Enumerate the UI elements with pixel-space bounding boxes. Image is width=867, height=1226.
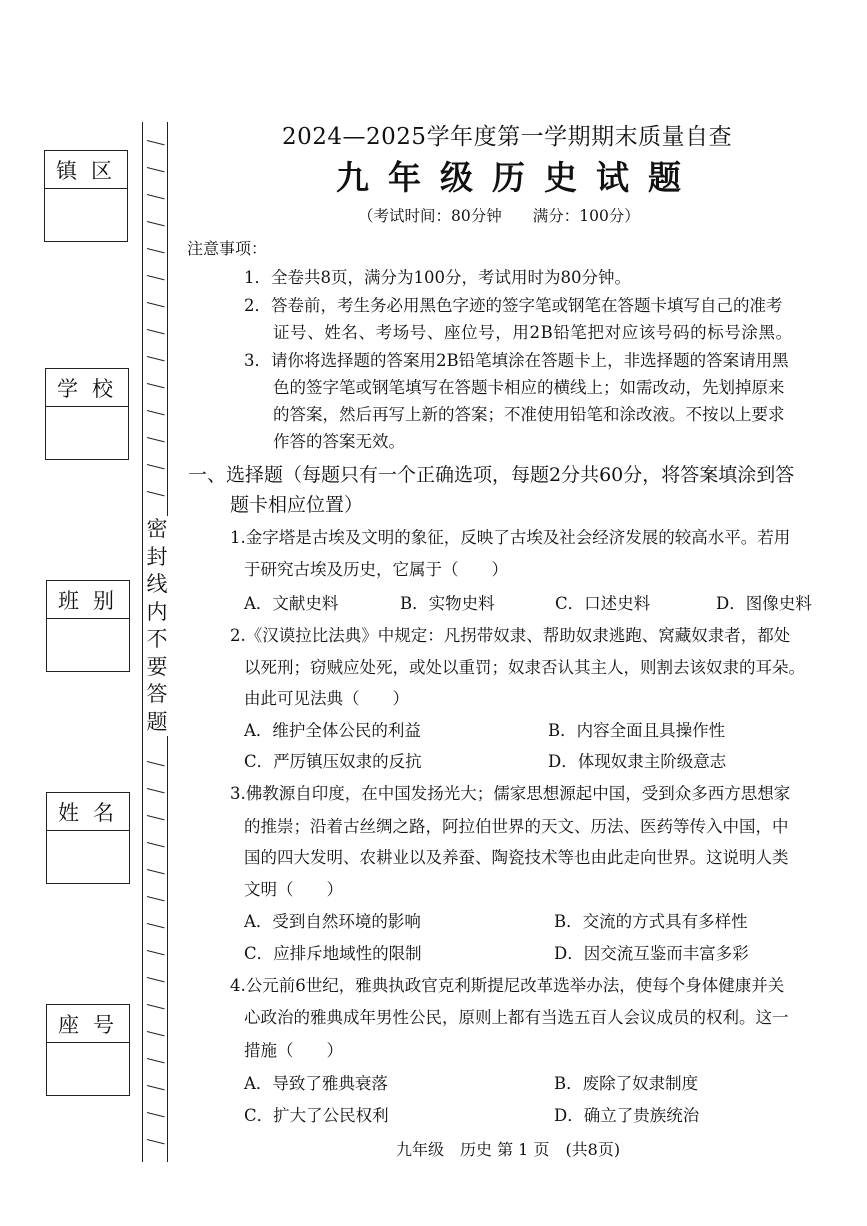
question-3-option-b[interactable]: B．交流的方式具有多样性 [554, 912, 748, 931]
name-label: 姓名 [47, 793, 129, 831]
district-label: 镇区 [45, 151, 127, 189]
notice-line: 证号、姓名、考场号、座位号，用2B铅笔把对应该号码的标号涂黑。 [273, 323, 793, 342]
district-box [44, 150, 128, 242]
seal-dash [147, 491, 165, 496]
seal-char: 不 [146, 627, 168, 651]
question-4-option-d[interactable]: D．确立了贵族统治 [554, 1106, 700, 1125]
seal-dash [147, 950, 165, 955]
notice-line: 作答的答案无效。 [273, 432, 405, 451]
seal-dash [147, 1112, 165, 1117]
notice-heading: 注意事项： [187, 239, 268, 258]
seal-dash [147, 221, 165, 226]
question-4-text: 心政治的雅典成年男性公民，原则上都有当选五百人会议成员的权利。这一 [244, 1008, 789, 1027]
seal-dash [147, 977, 165, 982]
page-footer: 九年级 历史 第 1 页 (共8页) [396, 1140, 621, 1159]
name-box [46, 792, 130, 884]
class-label: 班别 [47, 581, 129, 619]
seal-dash [147, 1031, 165, 1036]
seat-label: 座号 [47, 1005, 129, 1043]
question-2-option-b[interactable]: B．内容全面且具操作性 [548, 721, 726, 740]
seal-dash [147, 194, 165, 199]
question-1-option-c[interactable]: C．口述史料 [555, 594, 651, 613]
school-box [45, 368, 129, 460]
question-3-text: 国的四大发明、农耕业以及养蚕、陶瓷技术等也由此走向世界。这说明人类 [244, 848, 789, 867]
seal-dash [147, 167, 165, 172]
question-1-text: 1.金字塔是古埃及文明的象征，反映了古埃及社会经济发展的较高水平。若用 [230, 528, 791, 547]
seal-char: 内 [146, 599, 168, 624]
notice-line: 的答案，然后再写上新的答案；不准使用铅笔和涂改液。不按以上要求 [273, 405, 785, 424]
seal-char: 线 [146, 572, 168, 596]
notice-line: 2．答卷前，考生务必用黑色字迹的签字笔或钢笔在答题卡填写自己的准考 [244, 296, 783, 315]
seal-char: 题 [146, 709, 168, 734]
seal-dash [147, 842, 165, 847]
seal-dash [147, 356, 165, 361]
seal-dash [147, 788, 165, 793]
question-1-option-d[interactable]: D．图像史料 [716, 594, 812, 613]
seal-char: 封 [146, 544, 168, 569]
seal-dash [147, 815, 165, 820]
question-2-option-d[interactable]: D．体现奴隶主阶级意志 [548, 752, 727, 771]
question-3-text: 文明（ ） [244, 880, 343, 899]
seal-dash [147, 437, 165, 442]
question-1-option-b[interactable]: B．实物史料 [400, 594, 495, 613]
seal-line-left [142, 122, 143, 1162]
seal-dash [147, 140, 165, 145]
notice-line: 色的签字笔或钢笔填写在答题卡相应的横线上；如需改动，先划掉原来 [273, 378, 785, 397]
question-2-option-c[interactable]: C．严厉镇压奴隶的反抗 [244, 752, 422, 771]
seal-dash [147, 1004, 165, 1009]
question-3-option-d[interactable]: D．因交流互鉴而丰富多彩 [554, 944, 749, 963]
seat-box [46, 1004, 130, 1096]
school-field[interactable] [46, 407, 128, 459]
notice-line: 3．请你将选择题的答案用2B铅笔填涂在答题卡上，非选择题的答案请用黑 [244, 351, 789, 370]
district-field[interactable] [45, 189, 127, 241]
question-3-text: 的推崇；沿着古丝绸之路，阿拉伯世界的天文、历法、医药等传入中国，中 [244, 817, 789, 836]
question-3-option-a[interactable]: A．受到自然环境的影响 [244, 912, 421, 931]
question-1-option-a[interactable]: A．文献史料 [244, 594, 339, 613]
seal-dash [147, 1085, 165, 1090]
question-4-option-a[interactable]: A．导致了雅典衰落 [244, 1074, 388, 1093]
seal-dash [147, 761, 165, 766]
paper-title: 九年级历史试题 [336, 158, 700, 197]
seal-dash [147, 923, 165, 928]
question-1-text: 于研究古埃及历史，它属于（ ） [244, 560, 508, 579]
seal-char: 答 [146, 682, 168, 706]
seal-dash [147, 329, 165, 334]
class-box [46, 580, 130, 672]
seal-dash [147, 1139, 165, 1144]
question-2-text: 2.《汉谟拉比法典》中规定：凡拐带奴隶、帮助奴隶逃跑、窝藏奴隶者，都处 [230, 626, 791, 645]
seal-dash [147, 1058, 165, 1063]
section-heading: 一、选择题（每题只有一个正确选项，每题2分共60分，将答案填涂到答 [188, 464, 795, 486]
question-2-text: 由此可见法典（ ） [244, 689, 409, 708]
name-field[interactable] [47, 831, 129, 883]
school-label: 学校 [46, 369, 128, 407]
seal-dash [147, 248, 165, 253]
seal-char: 要 [146, 654, 168, 679]
seat-field[interactable] [47, 1043, 129, 1095]
seal-dash [147, 464, 165, 469]
question-4-option-c[interactable]: C．扩大了公民权利 [244, 1106, 389, 1125]
question-2-option-a[interactable]: A．维护全体公民的利益 [244, 721, 421, 740]
notice-line: 1．全卷共8页，满分为100分，考试用时为80分钟。 [244, 268, 631, 287]
question-3-option-c[interactable]: C．应排斥地域性的限制 [244, 944, 422, 963]
question-2-text: 以死刑；窃贼应处死，或处以重罚；奴隶否认其主人，则割去该奴隶的耳朵。 [244, 658, 805, 677]
exam-info: （考试时间：80分钟 满分：100分） [358, 207, 640, 225]
class-field[interactable] [47, 619, 129, 671]
seal-char: 密 [146, 517, 168, 541]
question-4-text: 4.公元前6世纪，雅典执政官克利斯提尼改革选举办法，使每个身体健康并关 [230, 976, 785, 995]
section-heading: 题卡相应位置） [230, 494, 364, 516]
question-3-text: 3.佛教源自印度，在中国发扬光大；儒家思想源起中国，受到众多西方思想家 [230, 784, 791, 803]
question-4-text: 措施（ ） [244, 1041, 343, 1060]
question-4-option-b[interactable]: B．废除了奴隶制度 [554, 1074, 699, 1093]
seal-dash [147, 896, 165, 901]
seal-dash [147, 275, 165, 280]
exam-title: 2024—2025学年度第一学期期末质量自查 [282, 124, 733, 150]
seal-dash [147, 410, 165, 415]
seal-dash [147, 869, 165, 874]
seal-dash [147, 302, 165, 307]
seal-dash [147, 383, 165, 388]
seal-text [145, 516, 169, 736]
